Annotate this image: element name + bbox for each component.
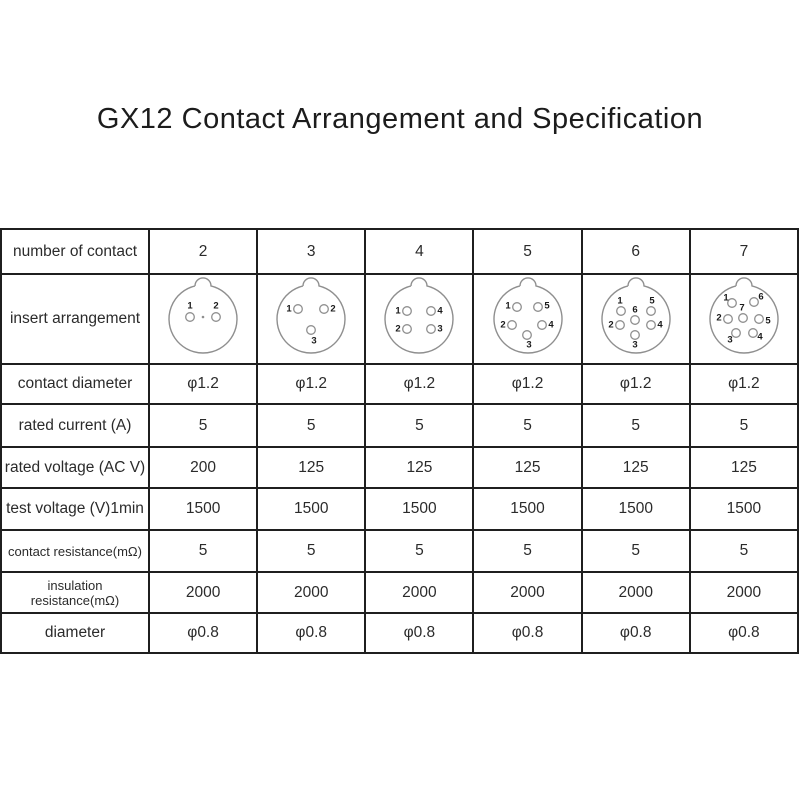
spec-value-cell: 5 <box>257 404 365 447</box>
spec-value-cell: 2000 <box>149 572 257 613</box>
table-row-spec <box>1 447 798 488</box>
pin-3-number: 3 <box>525 339 532 351</box>
connector-diagram-2-pin <box>153 277 253 361</box>
spec-value-cell: 2000 <box>690 572 798 613</box>
spec-value-cell: 5 <box>365 530 473 572</box>
pin-2-hole <box>615 321 624 330</box>
spec-value-cell: 5 <box>690 404 798 447</box>
spec-value-cell: 1500 <box>149 488 257 530</box>
contact-count-cell: 6 <box>582 229 690 274</box>
row-label: test voltage (V)1min <box>1 488 149 530</box>
pin-1-number: 1 <box>187 300 193 312</box>
pin-1-number: 1 <box>286 303 292 315</box>
pin-4-number: 4 <box>757 331 763 343</box>
pin-2-number: 2 <box>395 323 402 335</box>
table-row-spec <box>1 404 798 447</box>
pin-2-number: 2 <box>330 303 336 315</box>
pin-3-number: 3 <box>727 334 733 346</box>
spec-value-cell: 5 <box>473 404 581 447</box>
pin-3-number: 3 <box>632 339 638 351</box>
page-title: GX12 Contact Arrangement and Specification <box>96 103 704 135</box>
pin-1-hole <box>512 303 521 312</box>
pin-1-number: 1 <box>617 295 623 307</box>
insert-arrangement-cell-7-pin <box>690 274 798 364</box>
spec-value-cell: 5 <box>257 530 365 572</box>
pin-2-hole <box>507 321 516 330</box>
pin-1-number: 1 <box>504 300 511 312</box>
row-label-insert-arrangement: insert arrangement <box>1 274 149 364</box>
insert-arrangement-cell-5-pin <box>473 274 581 364</box>
connector-diagram-5-pin <box>478 277 578 361</box>
pin-4-number: 4 <box>657 319 663 331</box>
pin-5-number: 5 <box>543 300 550 312</box>
row-label: rated voltage (AC V) <box>1 447 149 488</box>
center-dot <box>202 316 205 319</box>
spec-value-cell: 2000 <box>582 572 690 613</box>
pin-5-hole <box>533 303 542 312</box>
spec-value-cell: φ0.8 <box>473 613 581 653</box>
spec-value-cell: φ0.8 <box>690 613 798 653</box>
pin-4-hole <box>537 321 546 330</box>
pin-1-hole <box>403 307 412 316</box>
pin-2-hole <box>403 325 412 334</box>
spec-value-cell: 125 <box>690 447 798 488</box>
pin-4-hole <box>427 307 436 316</box>
insert-arrangement-cell-3-pin <box>257 274 365 364</box>
insert-arrangement-cell-6-pin <box>582 274 690 364</box>
spec-value-cell: 5 <box>473 530 581 572</box>
pin-3-hole <box>630 331 639 340</box>
pin-5-number: 5 <box>765 315 771 327</box>
spec-value-cell: 5 <box>149 404 257 447</box>
row-label: contact resistance(mΩ) <box>1 530 149 572</box>
pin-2-hole <box>212 313 221 322</box>
pin-1-number: 1 <box>723 292 729 304</box>
spec-value-cell: φ1.2 <box>149 364 257 404</box>
pin-6-hole <box>750 298 759 307</box>
row-label: diameter <box>1 613 149 653</box>
pin-1-hole <box>616 307 625 316</box>
row-label: insulation resistance(mΩ) <box>1 572 149 613</box>
insert-arrangement-cell-4-pin <box>365 274 473 364</box>
spec-value-cell: 1500 <box>690 488 798 530</box>
pin-2-number: 2 <box>716 312 722 324</box>
contact-count-cell: 7 <box>690 229 798 274</box>
spec-value-cell: φ1.2 <box>473 364 581 404</box>
pin-2-number: 2 <box>499 319 506 331</box>
row-label: contact diameter <box>1 364 149 404</box>
pin-5-hole <box>646 307 655 316</box>
pin-1-number: 1 <box>395 305 402 317</box>
table-row-spec <box>1 488 798 530</box>
pin-2-hole <box>724 315 733 324</box>
pin-4-number: 4 <box>547 319 554 331</box>
spec-value-cell: 5 <box>365 404 473 447</box>
pin-3-hole <box>732 329 741 338</box>
spec-value-cell: φ1.2 <box>365 364 473 404</box>
spec-value-cell: φ1.2 <box>690 364 798 404</box>
pin-3-number: 3 <box>437 323 444 335</box>
spec-value-cell: 125 <box>582 447 690 488</box>
spec-value-cell: 200 <box>149 447 257 488</box>
spec-value-cell: 5 <box>149 530 257 572</box>
pin-5-hole <box>755 315 764 324</box>
connector-diagram-4-pin <box>369 277 469 361</box>
spec-value-cell: 125 <box>473 447 581 488</box>
table-row-spec <box>1 613 798 653</box>
pin-7-number: 7 <box>739 302 745 314</box>
spec-table <box>0 228 799 654</box>
pin-3-hole <box>522 331 531 340</box>
pin-3-hole <box>307 326 316 335</box>
spec-value-cell: 1500 <box>365 488 473 530</box>
contact-count-cell: 4 <box>365 229 473 274</box>
row-label: rated current (A) <box>1 404 149 447</box>
spec-value-cell: 2000 <box>473 572 581 613</box>
pin-5-number: 5 <box>649 295 655 307</box>
spec-value-cell: φ0.8 <box>149 613 257 653</box>
connector-diagram-7-pin <box>694 277 794 361</box>
table-row-spec <box>1 364 798 404</box>
pin-6-number: 6 <box>632 304 638 316</box>
contact-count-cell: 5 <box>473 229 581 274</box>
spec-value-cell: φ1.2 <box>582 364 690 404</box>
spec-value-cell: 125 <box>257 447 365 488</box>
connector-diagram-3-pin <box>261 277 361 361</box>
spec-value-cell: 5 <box>690 530 798 572</box>
pin-1-hole <box>728 299 737 308</box>
spec-value-cell: 1500 <box>582 488 690 530</box>
pin-3-hole <box>427 325 436 334</box>
spec-value-cell: 5 <box>582 404 690 447</box>
insert-arrangement-cell-2-pin <box>149 274 257 364</box>
connector-shell-outline <box>169 278 237 353</box>
pin-3-number: 3 <box>311 335 317 347</box>
spec-value-cell: 1500 <box>473 488 581 530</box>
table-row-insert-arrangement <box>1 274 798 364</box>
table-row-spec <box>1 530 798 572</box>
spec-value-cell: 125 <box>365 447 473 488</box>
pin-4-hole <box>749 329 758 338</box>
contact-count-cell: 2 <box>149 229 257 274</box>
pin-4-hole <box>646 321 655 330</box>
spec-value-cell: φ0.8 <box>365 613 473 653</box>
pin-1-hole <box>186 313 195 322</box>
connector-diagram-6-pin <box>586 277 686 361</box>
table-row-spec <box>1 572 798 613</box>
spec-value-cell: 1500 <box>257 488 365 530</box>
pin-6-hole <box>630 316 639 325</box>
row-label-number-of-contact: number of contact <box>1 229 149 274</box>
spec-value-cell: 2000 <box>257 572 365 613</box>
table-row-number-of-contact <box>1 229 798 274</box>
spec-value-cell: 2000 <box>365 572 473 613</box>
pin-2-hole <box>320 305 329 314</box>
spec-value-cell: φ0.8 <box>257 613 365 653</box>
pin-1-hole <box>294 305 303 314</box>
pin-4-number: 4 <box>437 305 444 317</box>
spec-value-cell: 5 <box>582 530 690 572</box>
pin-7-hole <box>739 314 748 323</box>
pin-2-number: 2 <box>608 319 614 331</box>
spec-value-cell: φ1.2 <box>257 364 365 404</box>
contact-count-cell: 3 <box>257 229 365 274</box>
pin-2-number: 2 <box>213 300 219 312</box>
pin-6-number: 6 <box>758 291 764 303</box>
spec-value-cell: φ0.8 <box>582 613 690 653</box>
